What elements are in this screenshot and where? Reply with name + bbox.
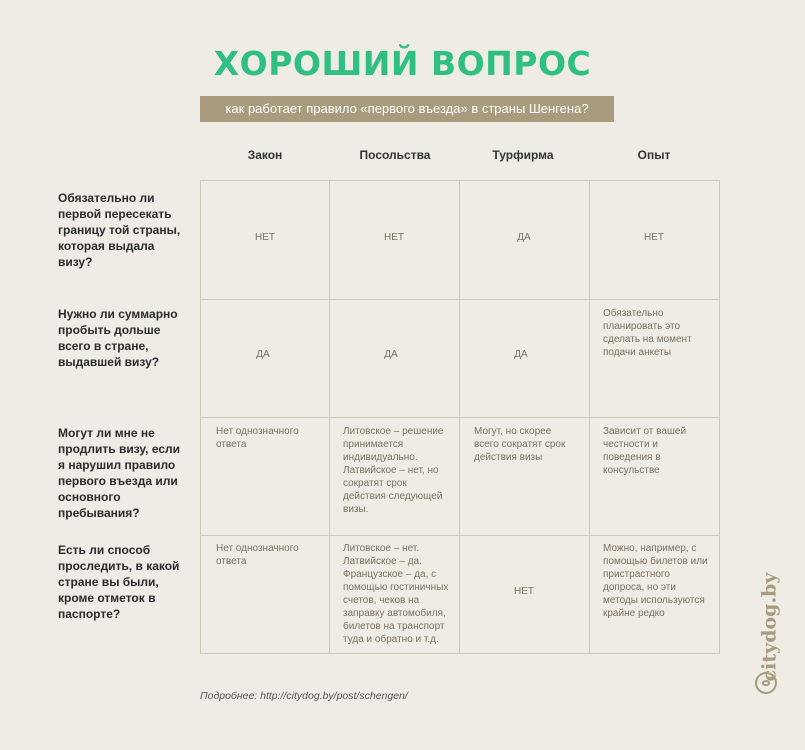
source-link[interactable]: Подробнее: http://citydog.by/post/schengen/ [200,690,408,702]
table-cell: ДА [384,349,398,360]
table-cell: НЕТ [384,232,404,243]
table-cell: Нет однозначного ответа [216,543,299,567]
row-question-4: Есть ли способ проследить, в какой стране вы были, кроме отметок в паспорте? [58,543,180,621]
column-header-travel-agency: Турфирма [492,148,554,162]
subtitle-banner: как работает правило «первого въезда» в страны Шенгена? [200,96,614,122]
table-cell: Можно, например, с помощью билетов или пристрастного допроса, но эти методы используются крайне редко [603,543,708,619]
column-header-experience: Опыт [637,148,671,162]
grid-divider [201,299,719,300]
column-header-embassies: Посольства [359,148,431,162]
table-cell: Литовское – нет. Латвийское – да. Французское – да, с помощью гостиничных счетов, чеков на заправку автомобиля, билетов на транспорт туда и обратно и т.д. [343,543,449,645]
table-cell: Могут, но скорее всего сократят срок действия визы [474,426,566,463]
table-cell: ДА [256,349,270,360]
table-cell: ДА [517,232,531,243]
grid-divider [201,417,719,418]
brand-name: citydog.by [758,572,781,682]
table-cell: ДА [514,349,528,360]
citydog-logo-icon [755,672,777,694]
table-cell: Литовское – решение принимается индивидуально. Латвийское – нет, но сократят срок действия следующей визы. [343,426,444,515]
table-cell: Зависит от вашей честности и поведения в консульстве [603,426,687,476]
column-header-law: Закон [247,148,283,162]
table-cell: НЕТ [514,586,534,597]
row-question-1: Обязательно ли первой пересекать границу той страны, которая выдала визу? [58,191,181,269]
table-cell: Нет однозначного ответа [216,426,299,450]
table-cell: НЕТ [644,232,664,243]
page-title: ХОРОШИЙ ВОПРОС [213,44,592,83]
brand-logo [747,572,787,698]
table-cell: Обязательно планировать это сделать на момент подачи анкеты [603,308,692,358]
row-question-3: Могут ли мне не продлить визу, если я нарушил правило первого въезда или основного пребывания? [58,426,181,520]
table-cell: НЕТ [255,232,275,243]
row-question-2: Нужно ли суммарно пробыть дольше всего в стране, выдавшей визу? [58,307,178,369]
grid-divider [201,535,719,536]
